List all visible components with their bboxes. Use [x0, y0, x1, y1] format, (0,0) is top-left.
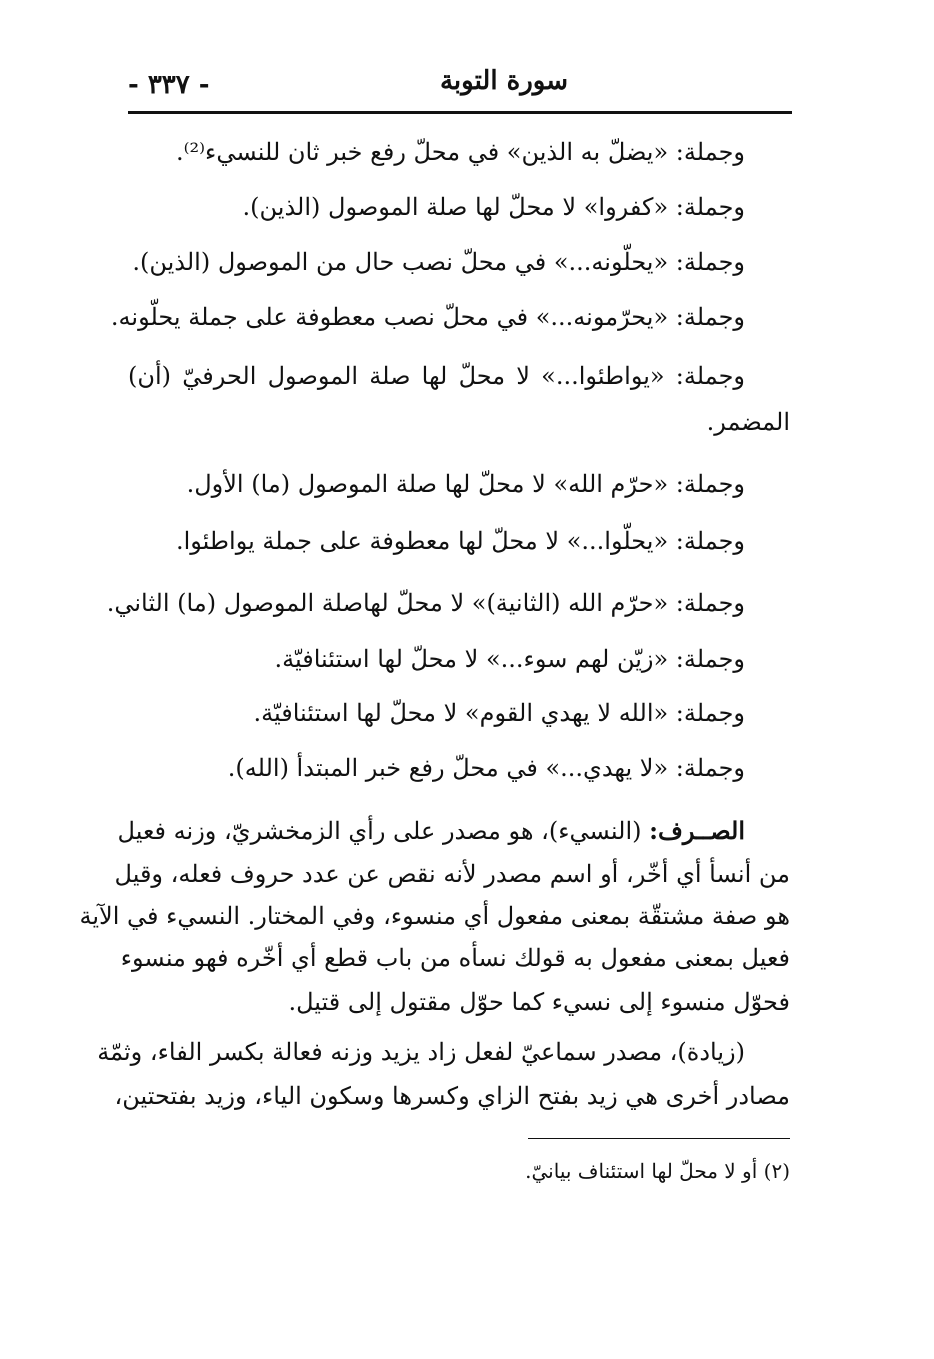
sarf-line: هو صفة مشتقّة بمعنى مفعول أي منسوء، وفي المختار. النسيء في الآية: [79, 902, 790, 930]
sentence-line: وجملة: «الله لا يهدي القوم» لا محلّ لها استئنافيّة.: [253, 699, 745, 727]
sarf-paragraph-first-line: [117, 815, 745, 847]
sarf-line: فحوّل منسوء إلى نسيء كما حوّل مقتول إلى قتيل.: [288, 988, 790, 1016]
running-title: سورة التوبة: [439, 66, 569, 96]
sentence-line: وجملة: «كفروا» لا محلّ لها صلة الموصول (الذين).: [242, 193, 745, 221]
footnote: (٢) أو لا محلّ لها استئناف بيانيّ.: [525, 1159, 790, 1183]
sarf-text: (النسيء)، هو مصدر على رأي الزمخشريّ، وزنه فعيل: [117, 817, 642, 845]
sentence-line: وجملة: «لا يهدي...» في محلّ رفع خبر المبتدأ (الله).: [227, 754, 745, 782]
sentence-line: وجملة: «زيّن لهم سوء...» لا محلّ لها استئنافيّة.: [274, 645, 745, 673]
sarf-label: الصــرف:: [649, 816, 745, 845]
ziyada-line: (زيادة)، مصدر سماعيّ لفعل زاد يزيد وزنه فعالة بكسر الفاء، وثمّة: [97, 1038, 745, 1066]
sentence-line: وجملة: «يواطئوا...» لا محلّ لها صلة الموصول الحرفيّ (أن): [128, 362, 745, 390]
sentence-line-continuation: المضمر.: [706, 408, 790, 436]
footnote-rule: [528, 1138, 790, 1139]
sarf-line: فعيل بمعنى مفعول به قولك نسأه من باب قطع أي أخّره فهو منسوء: [120, 944, 790, 972]
sentence-line: وجملة: «حرّم الله (الثانية)» لا محلّ لهاصلة الموصول (ما) الثاني.: [106, 589, 745, 617]
ziyada-line: مصادر أخرى هي زيد بفتح الزاي وكسرها وسكون الياء، وزيد بفتحتين،: [114, 1082, 790, 1110]
sentence-line: وجملة: «يحلّوا...» لا محلّ لها معطوفة على جملة يواطئوا.: [175, 527, 745, 555]
sentence-line: وجملة: «يحلّونه...» في محلّ نصب حال من الموصول (الذين).: [132, 248, 745, 276]
sentence-line: وجملة: «يحرّمونه...» في محلّ نصب معطوفة على جملة يحلّونه.: [110, 303, 745, 331]
sentence-line: وجملة: «حرّم الله» لا محلّ لها صلة الموصول (ما) الأول.: [186, 470, 745, 498]
sentence-line: وجملة: «يضلّ به الذين» في محلّ رفع خبر ثان للنسيء⁽²⁾.: [176, 138, 745, 166]
page-number: - ٣٣٧ -: [128, 70, 210, 100]
sarf-line: من أنسأ أي أخّر، أو اسم مصدر لأنه نقص عن عدد حروف فعله، وقيل: [114, 860, 790, 888]
main-text: [79, 0, 790, 1140]
